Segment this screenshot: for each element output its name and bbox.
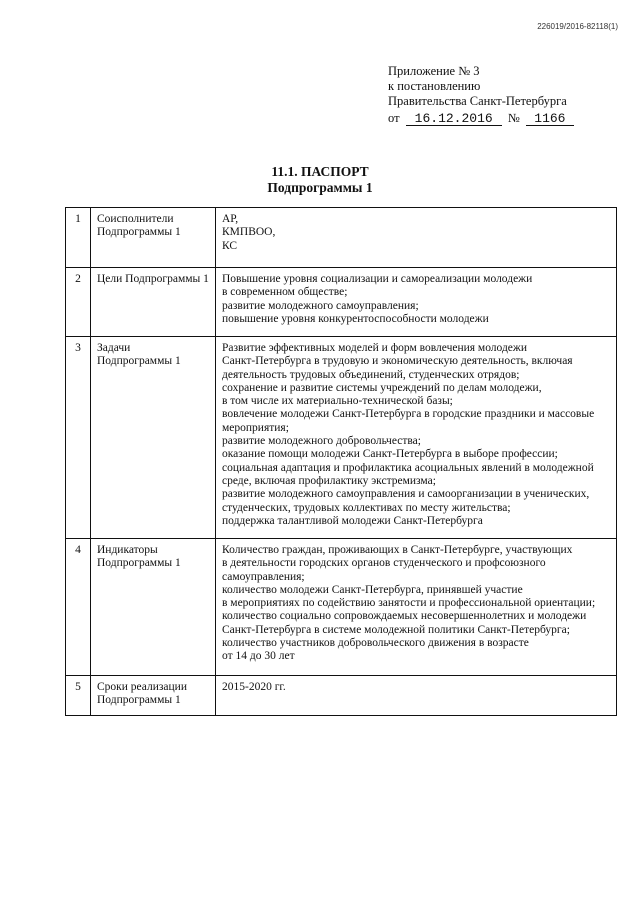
- document-number: 226019/2016-82118(1): [537, 22, 618, 31]
- row-content-line: КМПВОО,: [222, 226, 276, 239]
- from-label: от: [388, 111, 400, 125]
- row-content: [216, 337, 617, 539]
- passport-table: [65, 207, 617, 716]
- row-content-line: Санкт-Петербурга в трудовую и экономическую деятельность, включая: [222, 355, 573, 368]
- row-content-line: мероприятия;: [222, 421, 289, 434]
- row-content-line: Развитие эффективных моделей и форм вовлечения молодежи: [222, 342, 528, 354]
- row-content: [216, 676, 617, 716]
- row-number: 1: [66, 208, 91, 268]
- row-content-line: деятельность трудовых объединений, студенческих отрядов;: [222, 368, 520, 381]
- resolution-number: 1166: [526, 112, 574, 126]
- row-label-line: Подпрограммы 1: [97, 557, 181, 570]
- row-content-line: Санкт-Петербурга в системе молодежной политики Санкт-Петербурга;: [222, 623, 570, 636]
- row-content-line: в современном обществе;: [222, 286, 348, 299]
- row-content-line: развитие молодежного добровольчества;: [222, 435, 421, 448]
- table-row: [66, 268, 617, 337]
- row-number: 3: [66, 337, 91, 539]
- row-content: [216, 539, 617, 676]
- row-label-line: Подпрограммы 1: [97, 355, 181, 368]
- row-content-line: оказание помощи молодежи Санкт-Петербурга в выборе профессии;: [222, 448, 558, 461]
- table-row: [66, 208, 617, 268]
- row-number: 2: [66, 268, 91, 337]
- row-content-line: количество социально сопровождаемых несовершеннолетних и молодежи: [222, 610, 587, 623]
- number-label: №: [507, 111, 520, 125]
- row-label-line: Подпрограммы 1: [97, 226, 181, 239]
- row-content-line: среде, включая профилактику экстремизма;: [222, 474, 436, 487]
- row-label: [91, 337, 216, 539]
- row-label: [91, 268, 216, 337]
- title-passport: 11.1. ПАСПОРТ: [271, 164, 369, 179]
- row-content-line: студенческих, трудовых коллективах по месту жительства;: [222, 501, 511, 514]
- row-content-line: развитие молодежного самоуправления;: [222, 299, 419, 312]
- appendix-number: Приложение № 3: [388, 64, 480, 78]
- title-subprogram: Подпрограммы 1: [267, 180, 373, 195]
- appendix-government: Правительства Санкт-Петербурга: [388, 94, 567, 108]
- row-content-line: от 14 до 30 лет: [222, 650, 295, 663]
- row-content-line: развитие молодежного самоуправления и самоорганизации в ученических,: [222, 488, 590, 501]
- row-content-line: поддержка талантливой молодежи Санкт-Петербурга: [222, 514, 483, 527]
- row-content: [216, 208, 617, 268]
- row-label: [91, 676, 216, 716]
- row-content-line: сохранение и развитие системы учреждений по делам молодежи,: [222, 381, 542, 394]
- row-label-line: Соисполнители: [97, 213, 174, 225]
- row-content-line: вовлечение молодежи Санкт-Петербурга в городские праздники и массовые: [222, 408, 595, 421]
- table-row: [66, 337, 617, 539]
- row-label: [91, 208, 216, 268]
- row-content-line: количество молодежи Санкт-Петербурга, принявшей участие: [222, 583, 523, 596]
- row-label-line: Сроки реализации: [97, 681, 187, 693]
- table-row: [66, 676, 617, 716]
- row-content-line: Количество граждан, проживающих в Санкт-Петербурге, участвующих: [222, 544, 573, 556]
- row-content: [216, 268, 617, 337]
- row-label-line: Задачи: [97, 342, 131, 354]
- appendix-date-line: [388, 111, 574, 126]
- row-number: 5: [66, 676, 91, 716]
- row-content-line: КС: [222, 239, 238, 252]
- row-content-line: Повышение уровня социализации и самореализации молодежи: [222, 273, 533, 285]
- row-content-line: в мероприятиях по содействию занятости и профессиональной ориентации;: [222, 597, 596, 610]
- row-label-line: Индикаторы: [97, 544, 158, 556]
- row-label: [91, 539, 216, 676]
- page-title: [0, 164, 640, 196]
- table-row: [66, 539, 617, 676]
- row-number: 4: [66, 539, 91, 676]
- appendix-header: [388, 64, 574, 126]
- row-content-line: количество участников добровольческого движения в возрасте: [222, 637, 529, 650]
- row-content-line: самоуправления;: [222, 570, 305, 583]
- row-content-line: АР,: [222, 213, 239, 225]
- row-label-line: Цели Подпрограммы 1: [97, 273, 209, 285]
- resolution-date: 16.12.2016: [406, 112, 502, 126]
- row-label-line: Подпрограммы 1: [97, 694, 181, 707]
- row-content-line: в том числе их материально-технической базы;: [222, 395, 453, 408]
- row-content-line: повышение уровня конкурентоспособности молодежи: [222, 312, 489, 325]
- row-content-line: социальная адаптация и профилактика асоциальных явлений в молодежной: [222, 461, 594, 474]
- row-content-line: 2015-2020 гг.: [222, 681, 286, 693]
- appendix-resolution: к постановлению: [388, 79, 481, 93]
- row-content-line: в деятельности городских органов студенческого и профсоюзного: [222, 557, 546, 570]
